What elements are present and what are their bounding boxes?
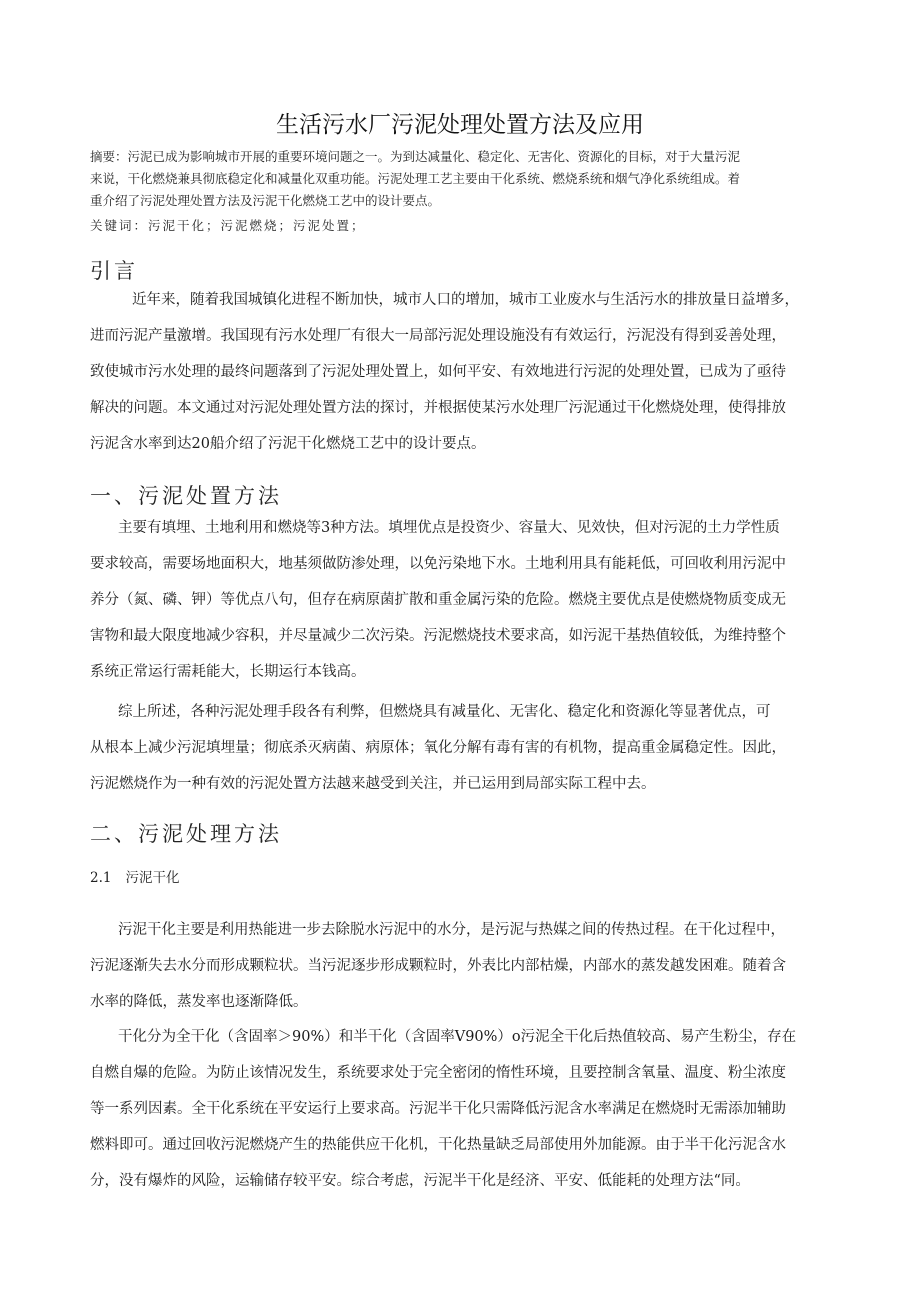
abstract-line: 摘要：污泥已成为影响城市开展的重要环境问题之一。为到达减量化、稳定化、无害化、资源化的目标，对于大量污泥 [90,149,741,164]
text-line: 干化分为全干化（含固率＞90%）和半干化（含固率V90%）o污泥全干化后热值较高、易产生粉尘，存在 [118,1029,797,1045]
text-line: 主要有填埋、土地利用和燃烧等3种方法。填埋优点是投资少、容量大、见效快，但对污泥的土力学性质 [118,520,780,536]
text-line: 分，没有爆炸的风险，运输储存较平安。综合考虑，污泥半干化是经济、平安、低能耗的处理方法“同。 [90,1173,750,1189]
text-line: 系统正常运行需耗能大，长期运行本钱高。 [90,664,366,680]
abstract [90,146,826,212]
keywords: 关键词：污泥干化；污泥燃烧；污泥处置； [90,218,366,233]
abstract-line: 来说，干化燃烧兼具彻底稳定化和减量化双重功能。污泥处理工艺主要由干化系统、燃烧系统和烟气净化系统组成。着 [90,171,741,186]
text-line: 水率的降低，蒸发率也逐渐降低。 [90,994,308,1010]
subheading-number: 2.1 [90,870,112,886]
text-line: 污泥含水率到达20船介绍了污泥干化燃烧工艺中的设计要点。 [90,436,486,452]
text-line: 解决的问题。本文通过对污泥处理处置方法的探讨，并根据使某污水处理厂污泥通过干化燃烧处理，使得排放 [90,400,786,416]
text-line: 养分（氮、磷、钾）等优点八句，但存在病原菌扩散和重金属污染的危险。燃烧主要优点是使燃烧物质变成无 [90,592,786,608]
text-line: 等一系列因素。全干化系统在平安运行上要求高。污泥半干化只需降低污泥含水率满足在燃烧时无需添加辅助 [90,1101,786,1117]
section-1-paragraph-2 [90,694,830,802]
text-line: 致使城市污水处理的最终问题落到了污泥处理处置上，如何平安、有效地进行污泥的处理处置，已成为了亟待 [90,364,786,380]
heading-section-1: 一、污泥处置方法 [90,484,282,508]
text-line: 近年来，随着我国城镇化进程不断加快，城市人口的增加，城市工业废水与生活污水的排放量日益增多， [132,292,799,308]
abstract-line: 重介绍了污泥处理处置方法及污泥干化燃烧工艺中的设计要点。 [90,193,441,208]
heading-section-2: 二、污泥处理方法 [90,822,282,846]
text-line: 污泥逐渐失去水分而形成颗粒状。当污泥逐步形成颗粒时，外表比内部枯燥，内部水的蒸发越发困难。随着含 [90,958,786,974]
section-2-paragraph-2 [90,1019,830,1199]
intro-paragraph [90,282,830,462]
text-line: 污泥燃烧作为一种有效的污泥处置方法越来越受到关注，并已运用到局部实际工程中去。 [90,776,656,792]
text-line: 污泥干化主要是利用热能进一步去除脱水污泥中的水分，是污泥与热媒之间的传热过程。在干化过程中， [118,922,785,938]
subheading-2-1 [90,866,179,886]
text-line: 燃料即可。通过回收污泥燃烧产生的热能供应干化机，干化热量缺乏局部使用外加能源。由于半干化污泥含水 [90,1137,786,1153]
text-line: 综上所述，各种污泥处理手段各有利弊，但燃烧具有减量化、无害化、稳定化和资源化等显著优点，可 [118,704,771,720]
text-line: 要求较高，需要场地面积大，地基须做防渗处理，以免污染地下水。土地利用具有能耗低，可回收利用污泥中 [90,556,786,572]
text-line: 从根本上减少污泥填埋量；彻底杀灭病菌、病原体；氧化分解有毒有害的有机物，提高重金属稳定性。因此， [90,740,786,756]
subheading-label: 污泥干化 [125,870,180,886]
text-line: 进而污泥产量激增。我国现有污水处理厂有很大一局部污泥处理设施没有有效运行，污泥没有得到妥善处理， [90,328,786,344]
document-title: 生活污水厂污泥处理处置方法及应用 [276,112,644,138]
section-1-paragraph-1 [90,510,830,690]
text-line: 自燃自爆的危险。为防止该情况发生，系统要求处于完全密闭的惰性环境，且要控制含氧量、温度、粉尘浓度 [90,1065,786,1081]
text-line: 害物和最大限度地减少容积，并尽量减少二次污染。污泥燃烧技术要求高，如污泥干基热值较低，为维持整个 [90,628,786,644]
heading-intro: 引言 [90,259,138,283]
section-2-paragraph-1 [90,912,830,1020]
